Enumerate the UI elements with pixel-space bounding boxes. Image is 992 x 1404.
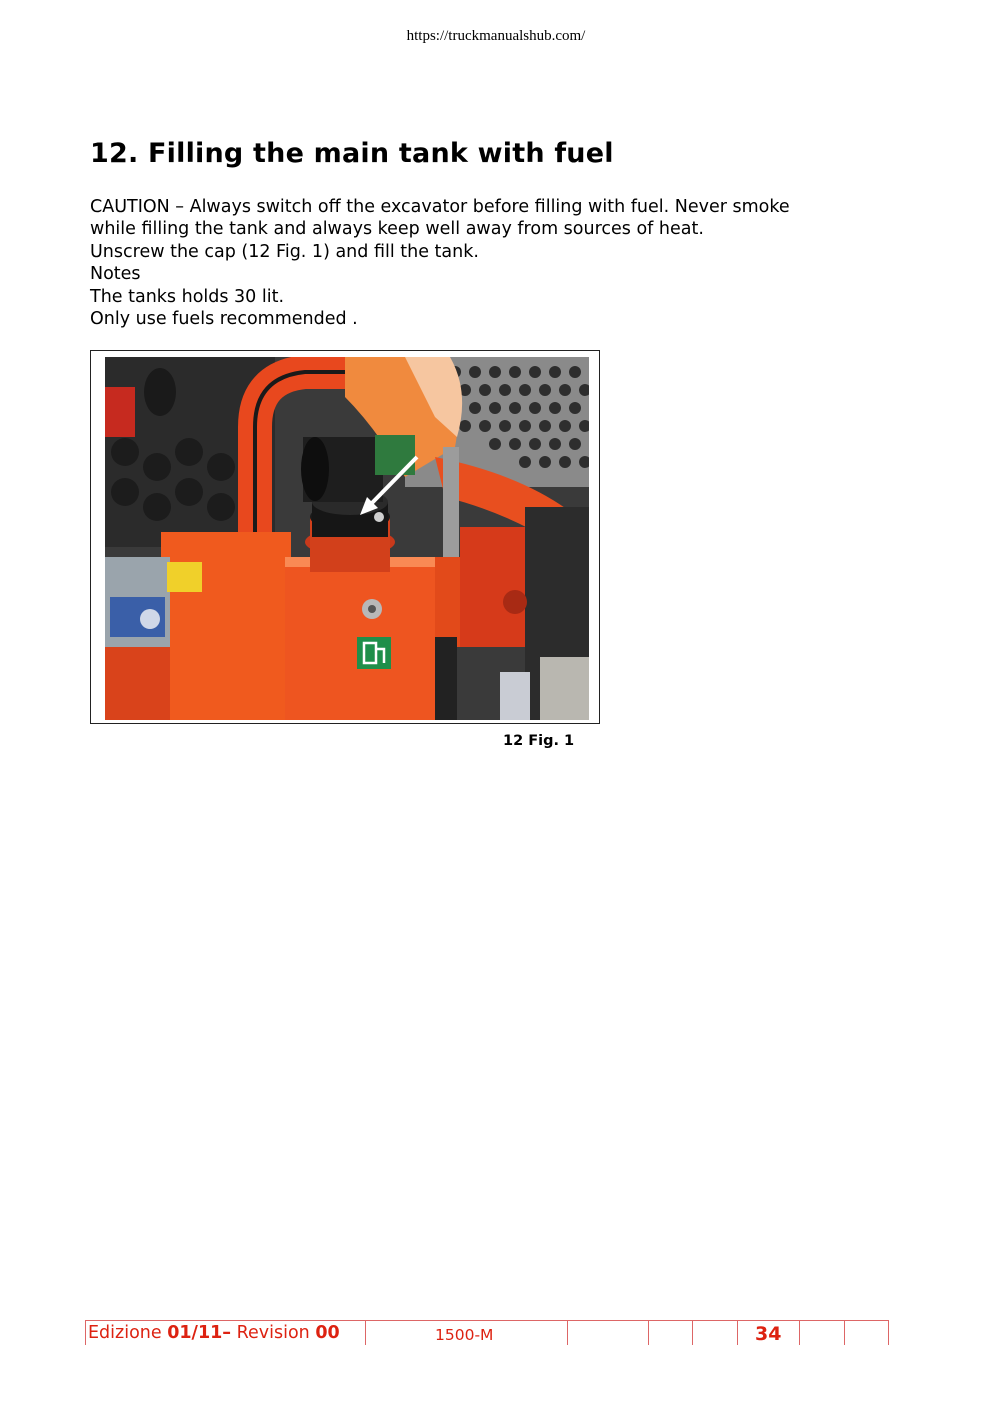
footer-cell-blank-4 (799, 1321, 845, 1345)
caution-line-1: CAUTION – Always switch off the excavator before filling with fuel. Never smoke (90, 197, 790, 217)
notes-heading: Notes (90, 264, 141, 285)
figure-caption: 12 Fig. 1 (503, 733, 575, 749)
edition-label: Edizione (88, 1323, 168, 1343)
section-title: 12. Filling the main tank with fuel (90, 138, 614, 169)
footer-model: 1500-M (435, 1326, 494, 1344)
fuel-tank-photo (105, 357, 589, 720)
page-footer (85, 1320, 889, 1345)
footer-left-border (85, 1321, 86, 1345)
footer-cell-blank-5 (844, 1321, 889, 1345)
note-fuel: Only use fuels recommended . (90, 309, 358, 330)
footer-cell-blank-1 (567, 1321, 649, 1345)
header-url[interactable]: https://truckmanualshub.com/ (406, 28, 586, 44)
instruction-line: Unscrew the cap (12 Fig. 1) and fill the tank. (90, 241, 479, 262)
footer-cell-blank-3 (692, 1321, 738, 1345)
revision-value: 00 (315, 1323, 340, 1343)
note-capacity: The tanks holds 30 lit. (90, 286, 285, 307)
footer-cell-blank-2 (648, 1321, 693, 1345)
section-body (90, 196, 890, 330)
page-number: 34 (755, 1323, 782, 1345)
caution-line-2: while filling the tank and always keep well away from sources of heat. (90, 219, 704, 240)
revision-label: Revision (231, 1323, 316, 1343)
edition-value: 01/11– (167, 1323, 232, 1343)
footer-edition (88, 1323, 340, 1343)
